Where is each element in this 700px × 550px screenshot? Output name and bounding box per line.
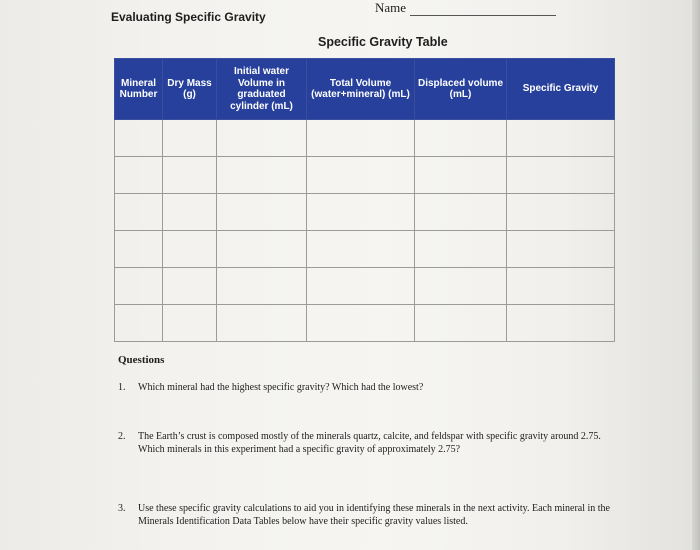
table-cell[interactable] [307, 305, 415, 342]
header-mineral-number: Mineral Number [115, 59, 163, 120]
table-cell[interactable] [115, 157, 163, 194]
table-cell[interactable] [115, 268, 163, 305]
table-row [115, 305, 615, 342]
table-row [115, 157, 615, 194]
questions-heading: Questions [118, 354, 165, 366]
table-cell[interactable] [507, 268, 615, 305]
table-cell[interactable] [415, 194, 507, 231]
table-cell[interactable] [217, 231, 307, 268]
table-cell[interactable] [415, 305, 507, 342]
table-row [115, 268, 615, 305]
page-edge-shadow [692, 0, 700, 550]
table-cell[interactable] [115, 120, 163, 157]
document-title: Evaluating Specific Gravity [111, 10, 266, 24]
header-dry-mass: Dry Mass (g) [163, 59, 217, 120]
table-row [115, 194, 615, 231]
header-initial-water-volume: Initial water Volume in graduated cylinder (mL) [217, 59, 307, 120]
table-cell[interactable] [163, 120, 217, 157]
table-cell[interactable] [307, 194, 415, 231]
header-total-volume: Total Volume (water+mineral) (mL) [307, 59, 415, 120]
question-number: 3. [118, 503, 126, 514]
question-number: 2. [118, 431, 126, 442]
table-title: Specific Gravity Table [318, 35, 448, 49]
question-text: The Earth’s crust is composed mostly of the minerals quartz, calcite, and feldspar with specific gravity around 2.75. Which minerals in this experiment had a specific gravity of approximately 2.75? [138, 431, 601, 455]
table-cell[interactable] [507, 120, 615, 157]
header-displaced-volume: Displaced volume (mL) [415, 59, 507, 120]
table-cell[interactable] [115, 194, 163, 231]
question-text: Which mineral had the highest specific gravity? Which had the lowest? [138, 382, 424, 393]
table-cell[interactable] [163, 231, 217, 268]
table-cell[interactable] [415, 157, 507, 194]
table-cell[interactable] [307, 231, 415, 268]
header-specific-gravity: Specific Gravity [507, 59, 615, 120]
table-cell[interactable] [217, 157, 307, 194]
table-cell[interactable] [415, 231, 507, 268]
table-cell[interactable] [163, 157, 217, 194]
table-cell[interactable] [115, 231, 163, 268]
table-cell[interactable] [507, 194, 615, 231]
table-cell[interactable] [307, 157, 415, 194]
table-row [115, 231, 615, 268]
table-cell[interactable] [415, 120, 507, 157]
table-row [115, 120, 615, 157]
question-number: 1. [118, 382, 126, 393]
table-cell[interactable] [217, 305, 307, 342]
table-cell[interactable] [507, 231, 615, 268]
table-cell[interactable] [415, 268, 507, 305]
name-blank-line[interactable] [410, 15, 556, 16]
table-cell[interactable] [307, 268, 415, 305]
table-cell[interactable] [217, 268, 307, 305]
table-cell[interactable] [507, 157, 615, 194]
table-cell[interactable] [217, 194, 307, 231]
specific-gravity-table [114, 58, 615, 342]
table-cell[interactable] [163, 268, 217, 305]
table-cell[interactable] [217, 120, 307, 157]
table-cell[interactable] [507, 305, 615, 342]
table-cell[interactable] [115, 305, 163, 342]
table-cell[interactable] [163, 305, 217, 342]
question-text: Use these specific gravity calculations to aid you in identifying these minerals in the next activity. Each mineral in the Minerals Identification Data Tables below have their specific gravity values listed. [138, 503, 610, 527]
table-header-row [115, 59, 615, 120]
table-cell[interactable] [307, 120, 415, 157]
table-cell[interactable] [163, 194, 217, 231]
name-label: Name [375, 0, 407, 15]
